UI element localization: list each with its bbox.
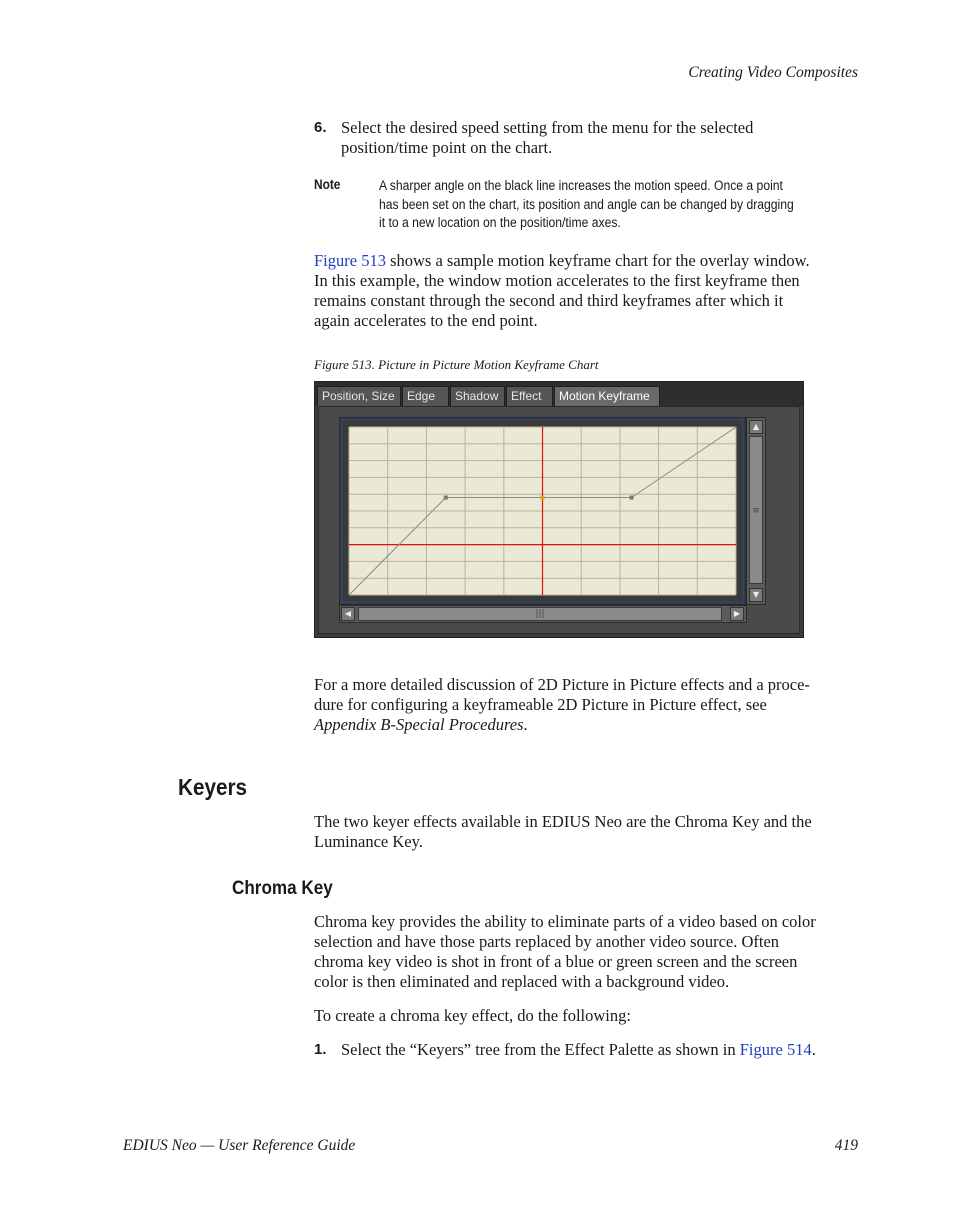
scroll-down-button[interactable]: ▼ [749, 588, 763, 602]
vertical-scrollbar[interactable] [746, 417, 766, 605]
running-header: Creating Video Composites [688, 64, 858, 81]
scroll-left-button[interactable]: ◀ [341, 607, 355, 621]
step-text [341, 1040, 881, 1060]
paragraph-line: For a more detailed discussion of 2D Picture in Picture effects and a proce- [314, 675, 810, 694]
paragraph-line [314, 251, 874, 271]
tab-effect[interactable]: Effect [506, 386, 553, 406]
step-text-main: Select the “Keyers” tree from the Effect Palette as shown in [341, 1040, 740, 1059]
footer-title: EDIUS Neo — User Reference Guide [123, 1137, 356, 1154]
horizontal-scrollbar[interactable] [339, 605, 747, 623]
selected-keyframe-point [541, 496, 545, 500]
keyframe-point [630, 496, 634, 500]
step-text-line: Select the desired speed setting from the menu for the selected [341, 118, 754, 137]
note-line: it to a new location on the position/time axes. [379, 215, 621, 230]
horizontal-scroll-thumb[interactable]: ||| [358, 607, 722, 621]
paragraph-line: color is then eliminated and replaced with a background video. [314, 972, 730, 991]
paragraph-line: selection and have those parts replaced by another video source. Often [314, 932, 780, 951]
chroma-paragraph [314, 912, 874, 992]
step-number: 1. [314, 1041, 327, 1058]
paragraph-text: . [523, 715, 528, 734]
tab-edge[interactable]: Edge [402, 386, 449, 406]
paragraph-text: shows a sample motion keyframe chart for the overlay window. [385, 251, 810, 270]
tab-content [318, 406, 800, 634]
paragraph-line: again accelerates to the end point. [314, 311, 538, 330]
tab-shadow[interactable]: Shadow [450, 386, 505, 406]
note-line: has been set on the chart, its position and angle can be changed by dragging [379, 196, 794, 212]
figure-link[interactable]: Figure 513 [314, 251, 386, 270]
detail-paragraph [314, 675, 874, 735]
paragraph-line: dure for configuring a keyframeable 2D Picture in Picture effect, see [314, 695, 767, 714]
paragraph-line: Chroma key provides the ability to eliminate parts of a video based on color [314, 912, 816, 931]
note-label: Note [314, 177, 341, 192]
section-heading-keyers: Keyers [178, 774, 248, 800]
motion-keyframe-chart[interactable] [341, 419, 744, 603]
figure-caption: Figure 513. Picture in Picture Motion Keyframe Chart [314, 357, 599, 372]
note-line: A sharper angle on the black line increases the motion speed. Once a point [379, 178, 783, 193]
figure-link[interactable]: Figure 514 [739, 1040, 812, 1059]
step-text-end: . [811, 1040, 816, 1059]
page-number: 419 [834, 1137, 858, 1154]
keyframe-point [444, 496, 448, 500]
paragraph-line: remains constant through the second and third keyframes after which it [314, 291, 784, 310]
scroll-right-button[interactable]: ▶ [730, 607, 744, 621]
tab-motion-keyframe[interactable]: Motion Keyframe [554, 386, 660, 406]
motion-keyframe-panel [314, 381, 804, 638]
step-number: 6. [314, 119, 327, 136]
keyers-paragraph [314, 812, 874, 852]
chroma-intro: To create a chroma key effect, do the following: [314, 1006, 631, 1025]
tab-position-size[interactable]: Position, Size [317, 386, 401, 406]
step-text-line: position/time point on the chart. [341, 138, 553, 157]
paragraph-line: In this example, the window motion accelerates to the first keyframe then [314, 271, 800, 290]
scroll-up-button[interactable]: ▲ [749, 420, 763, 434]
paragraph-line: Luminance Key. [314, 832, 423, 851]
paragraph-line [314, 715, 874, 735]
tab-strip [315, 382, 803, 406]
subsection-heading-chroma-key: Chroma Key [232, 878, 333, 899]
paragraph-line: chroma key video is shot in front of a blue or green screen and the screen [314, 952, 798, 971]
figure-intro-paragraph [314, 251, 874, 331]
note-text [379, 177, 847, 233]
step-text [341, 118, 861, 158]
appendix-reference: Appendix B-Special Procedures [314, 715, 524, 734]
vertical-scroll-thumb[interactable]: ≡ [749, 436, 763, 584]
paragraph-line: The two keyer effects available in EDIUS Neo are the Chroma Key and the [314, 812, 812, 831]
